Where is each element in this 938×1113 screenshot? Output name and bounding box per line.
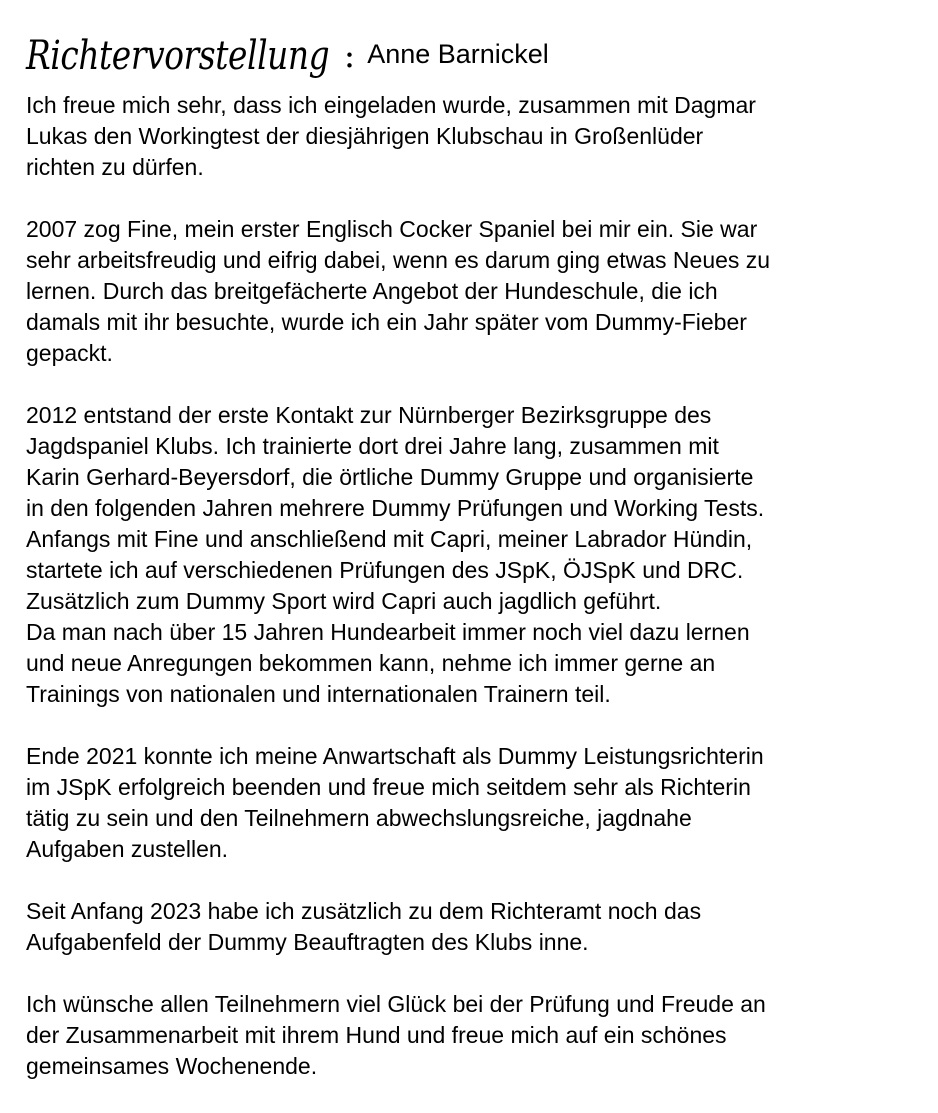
text-line: 2007 zog Fine, mein erster Englisch Cocker Spaniel bei mir ein. Sie war <box>26 216 758 242</box>
paragraph-fine <box>26 214 916 369</box>
text-line: Seit Anfang 2023 habe ich zusätzlich zu dem Richteramt noch das <box>26 898 702 924</box>
text-line: Jagdspaniel Klubs. Ich trainierte dort drei Jahre lang, zusammen mit <box>26 433 719 459</box>
text-line: gepackt. <box>26 340 113 366</box>
body-text <box>26 90 916 1082</box>
text-line: sehr arbeitsfreudig und eifrig dabei, wenn es darum ging etwas Neues zu <box>26 247 771 273</box>
text-line: richten zu dürfen. <box>26 154 204 180</box>
script-heading: Richtervorstellung <box>26 33 330 79</box>
text-line: Ende 2021 konnte ich meine Anwartschaft als Dummy Leistungsrichterin <box>26 743 764 769</box>
text-line: Karin Gerhard-Beyersdorf, die örtliche Dummy Gruppe und organisierte <box>26 464 754 490</box>
paragraph-closing <box>26 989 916 1082</box>
text-line: Trainings von nationalen und internationalen Trainern teil. <box>26 681 611 707</box>
text-line: der Zusammenarbeit mit ihrem Hund und freue mich auf ein schönes <box>26 1022 727 1048</box>
text-line: Lukas den Workingtest der diesjährigen Klubschau in Großenlüder <box>26 123 704 149</box>
text-line: Ich wünsche allen Teilnehmern viel Glück bei der Prüfung und Freude an <box>26 991 766 1017</box>
text-line: startete ich auf verschiedenen Prüfungen des JSpK, ÖJSpK und DRC. <box>26 557 744 583</box>
text-line: Aufgaben zustellen. <box>26 836 229 862</box>
text-line: und neue Anregungen bekommen kann, nehme ich immer gerne an <box>26 650 716 676</box>
text-line: Ich freue mich sehr, dass ich eingeladen wurde, zusammen mit Dagmar <box>26 92 756 118</box>
text-line: gemeinsames Wochenende. <box>26 1053 318 1079</box>
text-line: in den folgenden Jahren mehrere Dummy Prüfungen und Working Tests. <box>26 495 765 521</box>
paragraph-invitation <box>26 90 916 183</box>
paragraph-2012 <box>26 400 916 710</box>
text-line: Zusätzlich zum Dummy Sport wird Capri auch jagdlich geführt. <box>26 588 662 614</box>
paragraph-2021 <box>26 741 916 865</box>
title-row <box>26 18 916 80</box>
text-line: Da man nach über 15 Jahren Hundearbeit immer noch viel dazu lernen <box>26 619 750 645</box>
paragraph-2023 <box>26 896 916 958</box>
text-line: lernen. Durch das breitgefächerte Angebot der Hundeschule, die ich <box>26 278 718 304</box>
text-line: tätig zu sein und den Teilnehmern abwechslungsreiche, jagdnahe <box>26 805 692 831</box>
judge-name: Anne Barnickel <box>367 39 549 69</box>
text-line: im JSpK erfolgreich beenden und freue mich seitdem sehr als Richterin <box>26 774 751 800</box>
text-line: Anfangs mit Fine und anschließend mit Capri, meiner Labrador Hündin, <box>26 526 753 552</box>
text-line: damals mit ihr besuchte, wurde ich ein Jahr später vom Dummy-Fieber <box>26 309 747 335</box>
document-page <box>26 18 916 1113</box>
text-line: Aufgabenfeld der Dummy Beauftragten des Klubs inne. <box>26 929 589 955</box>
heading-colon: : <box>343 36 356 76</box>
text-line: 2012 entstand der erste Kontakt zur Nürnberger Bezirksgruppe des <box>26 402 712 428</box>
